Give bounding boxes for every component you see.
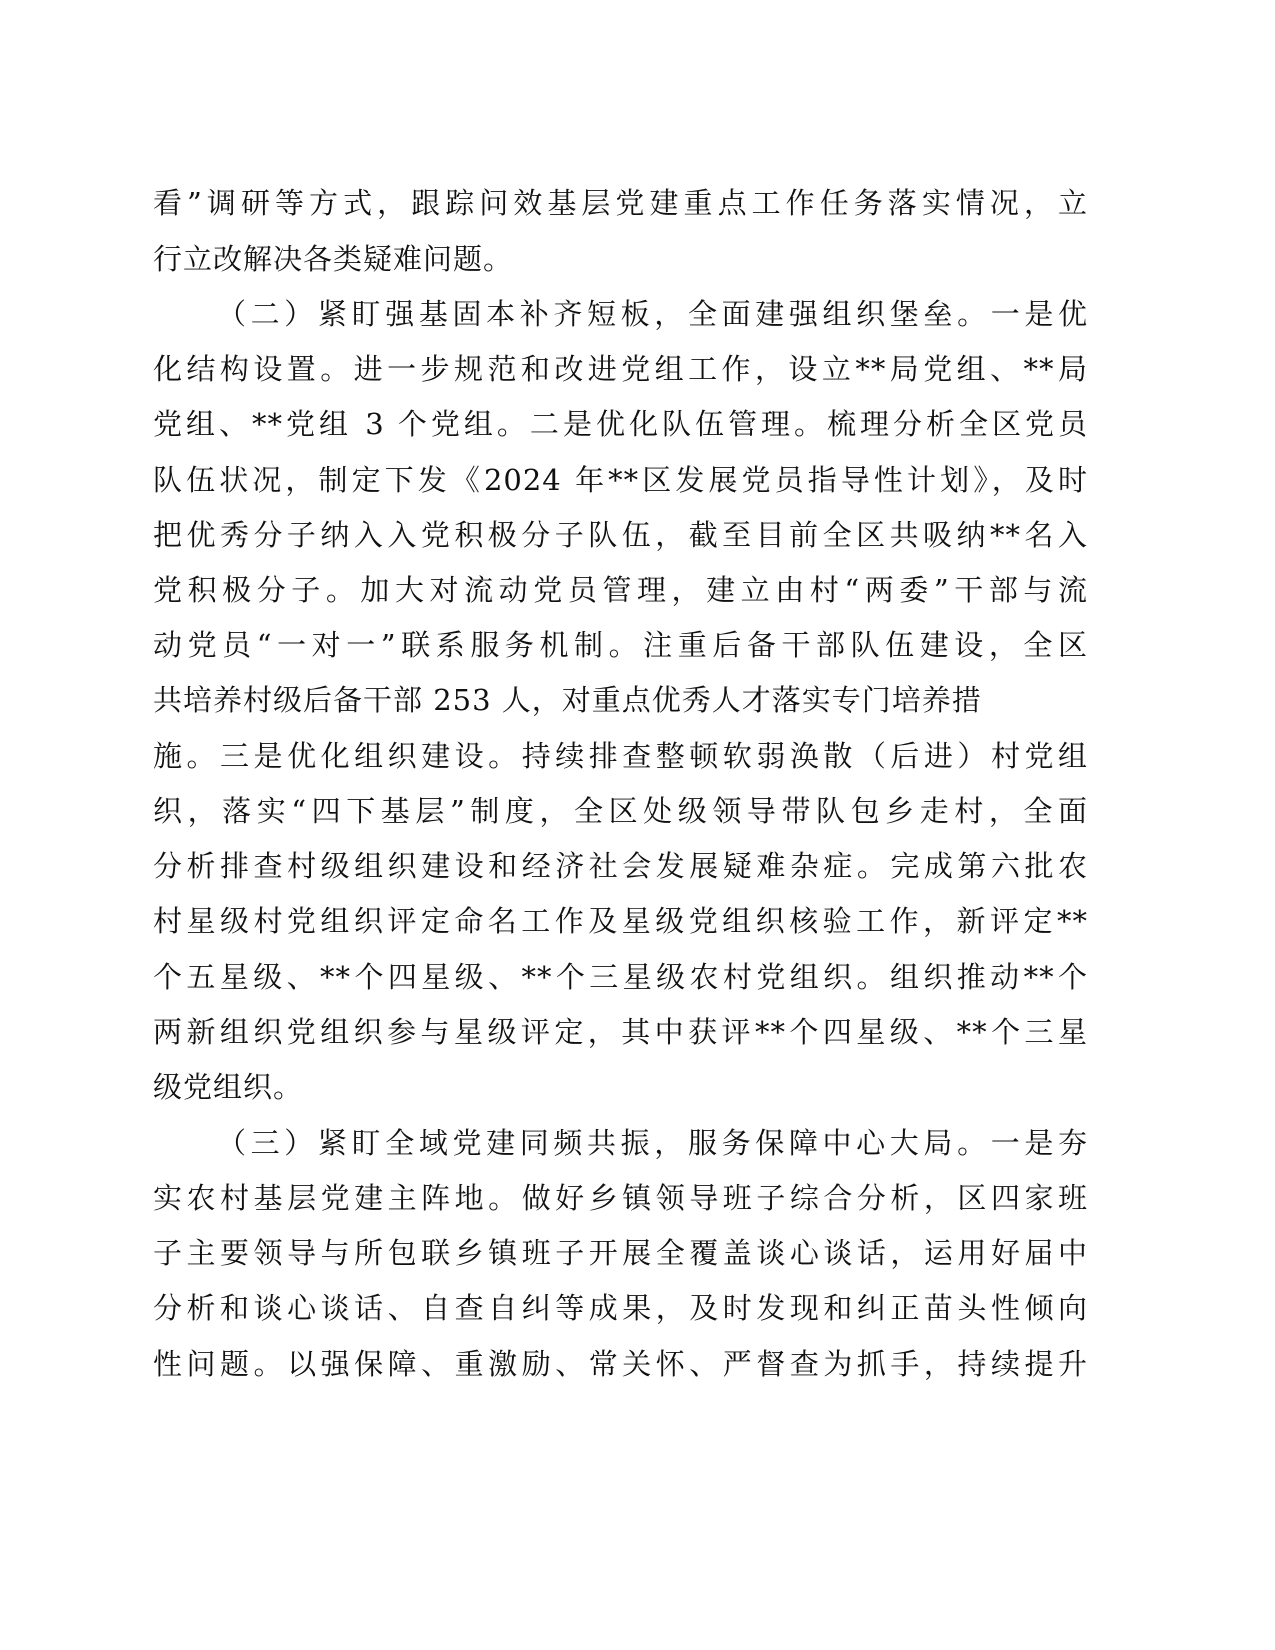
text-line-21: 分析和谈心谈话、自查自纠等成果，及时发现和纠正苗头性倾向 (153, 1291, 1088, 1325)
text-line-7: 把优秀分子纳入入党积极分子队伍，截至目前全区共吸纳**名入 (153, 518, 1088, 552)
text-line-9: 动党员“一对一”联系服务机制。注重后备干部队伍建设，全区 (153, 628, 1088, 662)
text-line-6: 队伍状况，制定下发《2024 年**区发展党员指导性计划》，及时 (153, 463, 1088, 497)
text-line-17: 级党组织。 (153, 1070, 304, 1104)
text-line-11: 施。三是优化组织建设。持续排查整顿软弱涣散（后进）村党组 (153, 739, 1088, 773)
text-line-15: 个五星级、**个四星级、**个三星级农村党组织。组织推动**个 (153, 960, 1088, 994)
text-line-10: 共培养村级后备干部 253 人，对重点优秀人才落实专门培养措 (153, 683, 982, 717)
text-line-4: 化结构设置。进一步规范和改进党组工作，设立**局党组、**局 (153, 352, 1088, 386)
text-line-14: 村星级村党组织评定命名工作及星级党组织核验工作，新评定** (153, 904, 1088, 938)
text-line-16: 两新组织党组织参与星级评定，其中获评**个四星级、**个三星 (153, 1015, 1088, 1049)
text-line-12: 织，落实“四下基层”制度，全区处级领导带队包乡走村，全面 (153, 794, 1088, 828)
section-heading-2-line: （二）紧盯强基固本补齐短板，全面建强组织堡垒。一是优 (217, 297, 1088, 331)
text-line-5: 党组、**党组 3 个党组。二是优化队伍管理。梳理分析全区党员 (153, 407, 1088, 441)
text-line-8: 党积极分子。加大对流动党员管理，建立由村“两委”干部与流 (153, 573, 1088, 607)
text-line-2: 行立改解决各类疑难问题。 (153, 242, 514, 276)
text-line-19: 实农村基层党建主阵地。做好乡镇领导班子综合分析，区四家班 (153, 1181, 1088, 1215)
text-line-20: 子主要领导与所包联乡镇班子开展全覆盖谈心谈话，运用好届中 (153, 1236, 1088, 1270)
text-line-22: 性问题。以强保障、重激励、常关怀、严督查为抓手，持续提升 (153, 1347, 1088, 1381)
section-heading-3-line: （三）紧盯全域党建同频共振，服务保障中心大局。一是夯 (217, 1126, 1088, 1160)
text-line-13: 分析排查村级组织建设和经济社会发展疑难杂症。完成第六批农 (153, 849, 1088, 883)
text-line-1: 看”调研等方式，跟踪问效基层党建重点工作任务落实情况，立 (153, 186, 1088, 220)
